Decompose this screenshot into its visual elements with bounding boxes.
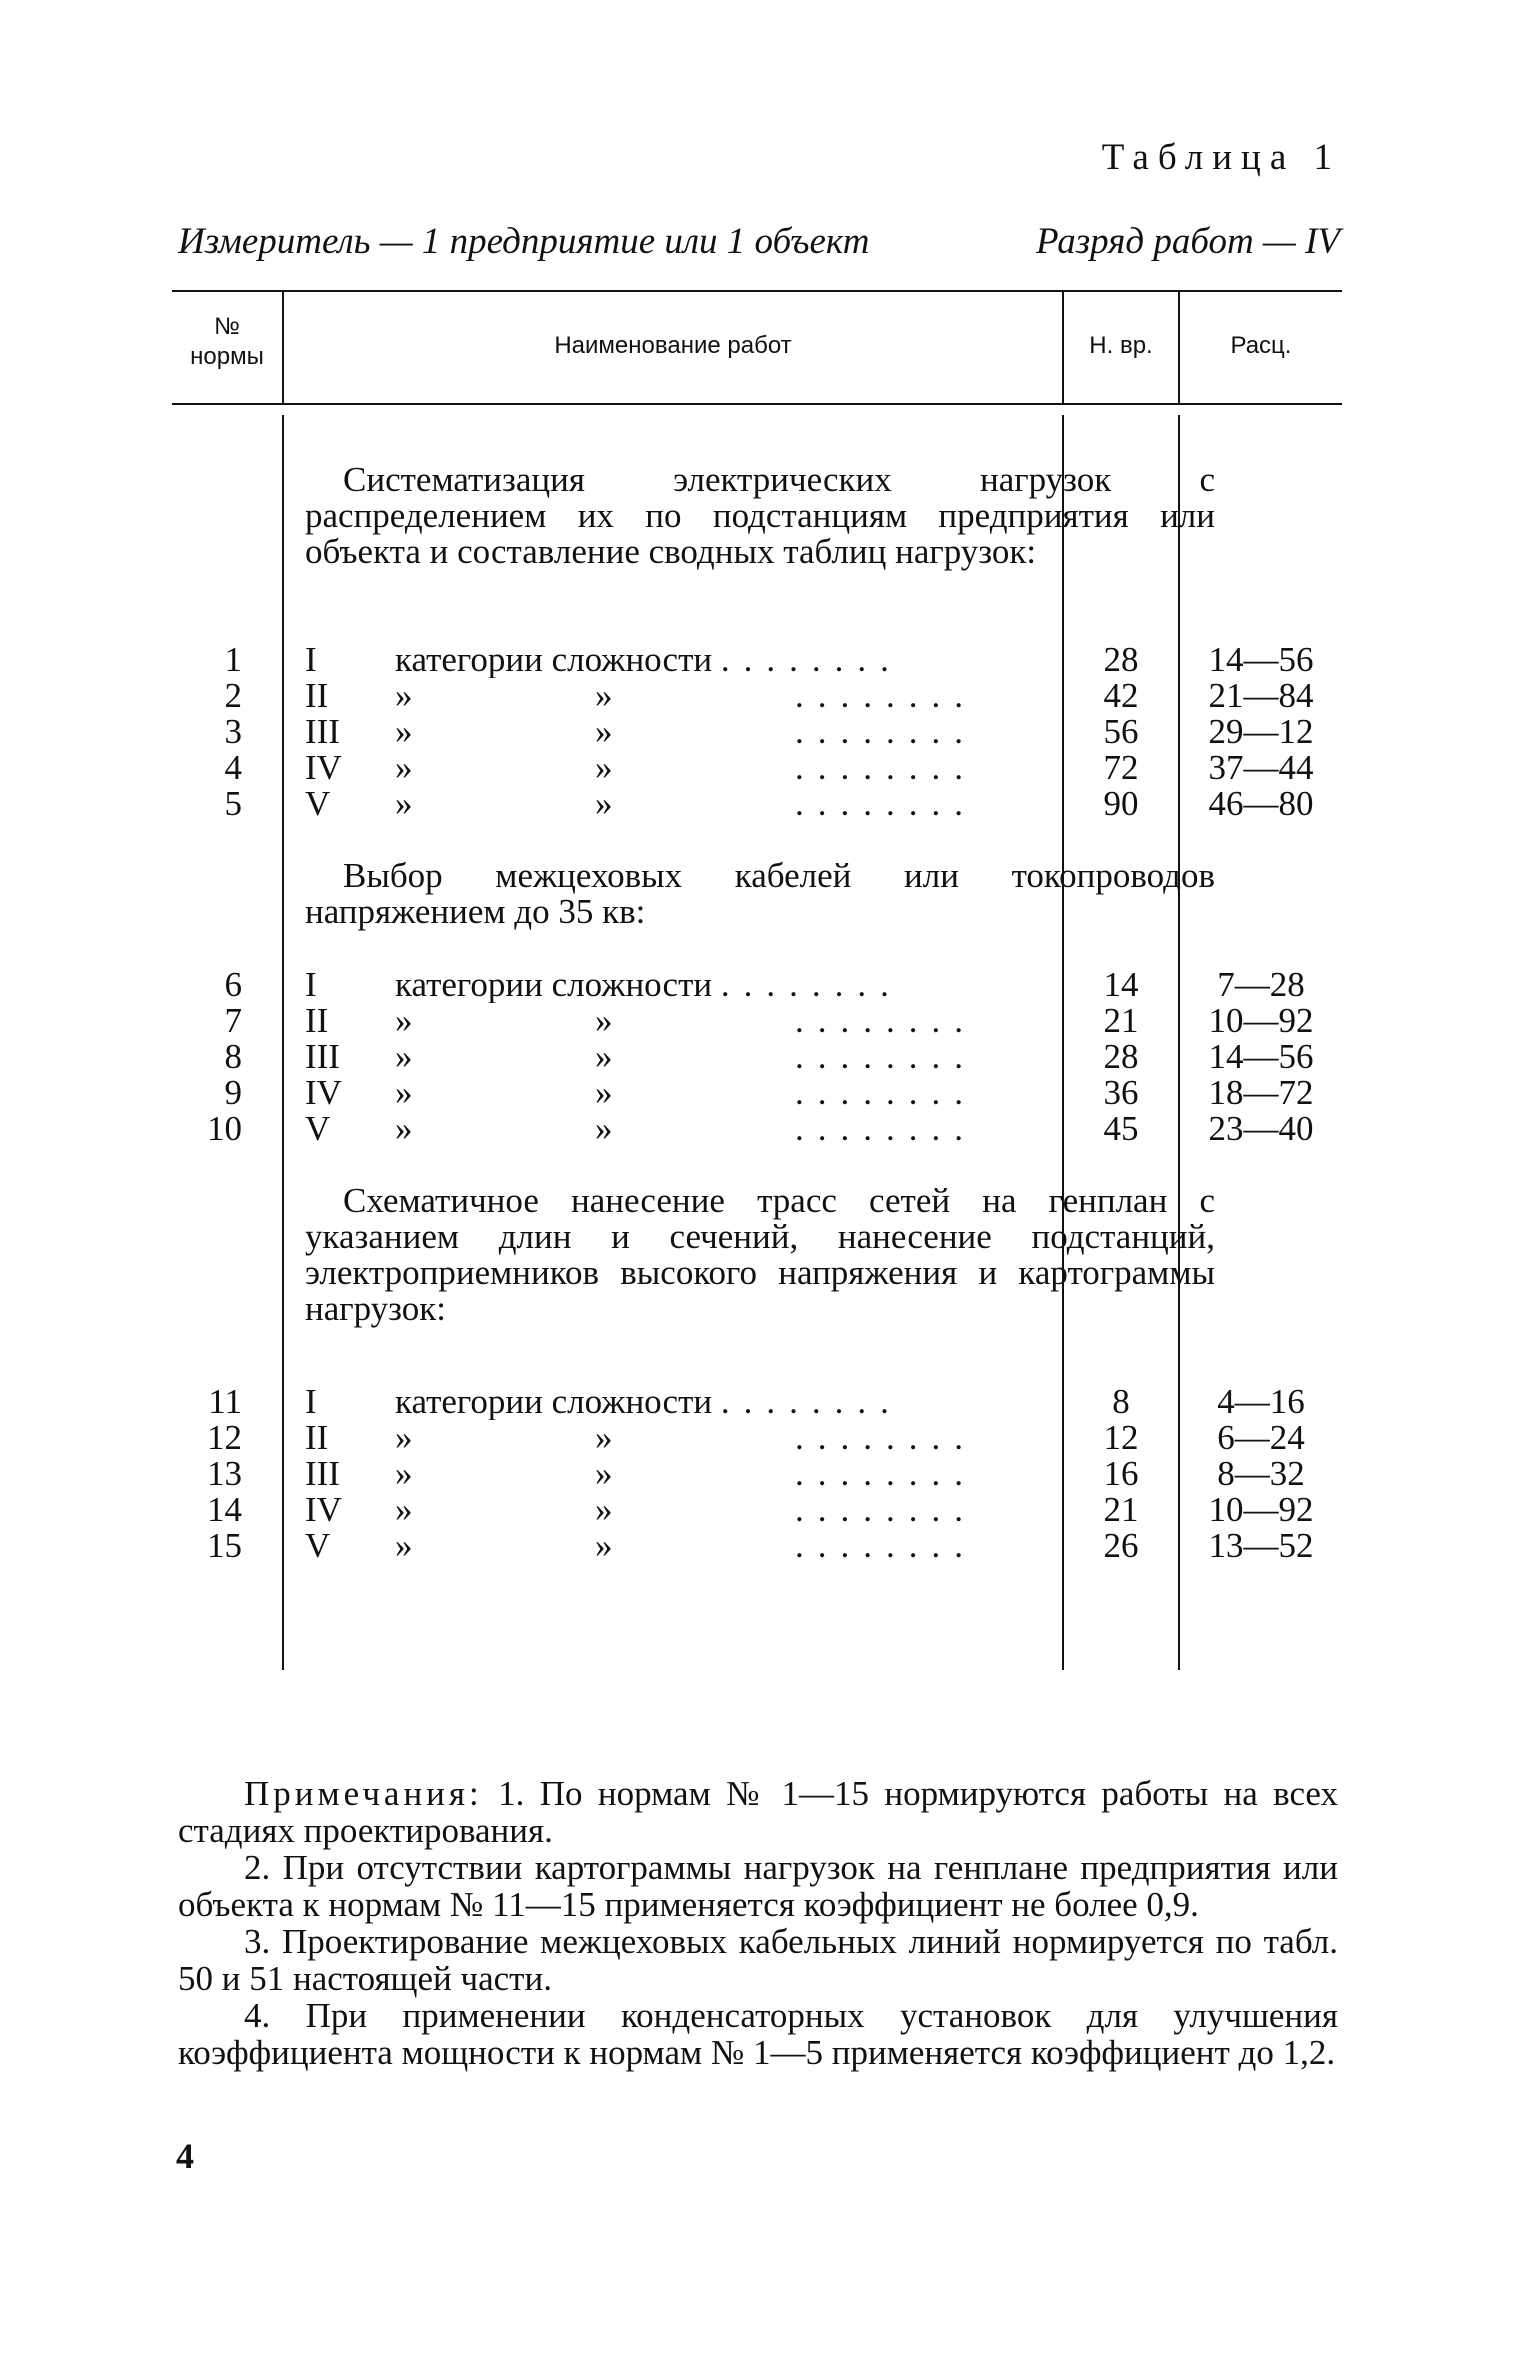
norm-hours: 28 <box>1103 1037 1139 1076</box>
section-title: Выбор межцеховых кабелей или токопроводов напряжением до 35 кв: <box>305 856 1215 931</box>
header-work-name: Наименование работ <box>554 332 792 359</box>
rate: 4—16 <box>1217 1382 1305 1421</box>
rate: 7—28 <box>1217 965 1305 1004</box>
page-number: 4 <box>176 2136 194 2176</box>
header-rate: Расц. <box>1230 332 1292 359</box>
norm-number: 13 <box>207 1454 242 1493</box>
norm-hours: 12 <box>1103 1418 1139 1457</box>
norm-number: 5 <box>224 784 242 823</box>
work-name: III » » ........ <box>305 1456 977 1492</box>
rate: 18—72 <box>1208 1073 1314 1112</box>
col-divider-no <box>282 415 284 1670</box>
rate: 37—44 <box>1208 748 1314 787</box>
norm-number: 10 <box>207 1109 242 1148</box>
header-hours: Н. вр. <box>1089 332 1153 359</box>
rate: 23—40 <box>1208 1109 1314 1148</box>
norm-number: 7 <box>224 1001 242 1040</box>
note-4: 4. При применении конденсаторных установок для улучшения коэффициента мощности к нормам № 1—5 применяется коэффициент до 1,2. <box>178 1996 1338 2072</box>
rate: 29—12 <box>1208 712 1314 751</box>
norm-number: 4 <box>224 748 242 787</box>
table-top-rule <box>172 290 1342 292</box>
norm-hours: 21 <box>1103 1001 1139 1040</box>
work-name: I категории сложности ........ <box>305 642 903 678</box>
norm-hours: 8 <box>1112 1382 1130 1421</box>
norm-number: 9 <box>224 1073 242 1112</box>
norms-table <box>172 290 1342 1670</box>
work-grade: Разряд работ — IV <box>1036 221 1340 262</box>
work-name: II » » ........ <box>305 678 977 714</box>
rate: 46—80 <box>1208 784 1314 823</box>
norm-number: 14 <box>207 1490 242 1529</box>
norm-number: 15 <box>207 1526 242 1565</box>
rate: 10—92 <box>1208 1001 1314 1040</box>
rate: 14—56 <box>1208 640 1314 679</box>
norm-hours: 28 <box>1103 640 1139 679</box>
norm-number: 6 <box>224 965 242 1004</box>
work-name: I категории сложности ........ <box>305 967 903 1003</box>
work-name: III » » ........ <box>305 1039 977 1075</box>
norm-number: 11 <box>208 1382 242 1421</box>
norm-number: 3 <box>224 712 242 751</box>
work-name: IV » » ........ <box>305 750 977 786</box>
measure-unit: Измеритель — 1 предприятие или 1 объект <box>178 221 870 262</box>
norm-hours: 36 <box>1103 1073 1139 1112</box>
norm-hours: 90 <box>1103 784 1139 823</box>
norm-number: 8 <box>224 1037 242 1076</box>
note-1: Примечания: 1. По нормам № 1—15 нормируются работы на всех стадиях проектирования. <box>178 1774 1339 1850</box>
norm-number: 12 <box>207 1418 242 1457</box>
work-name: II » » ........ <box>305 1420 977 1456</box>
table-subheader <box>178 220 1340 263</box>
rate: 13—52 <box>1208 1526 1314 1565</box>
notes <box>178 1775 1338 2071</box>
rate: 6—24 <box>1217 1418 1305 1457</box>
norm-hours: 72 <box>1103 748 1139 787</box>
norm-hours: 16 <box>1103 1454 1139 1493</box>
rate: 10—92 <box>1208 1490 1314 1529</box>
norm-number: 1 <box>224 640 242 679</box>
work-name: II » » ........ <box>305 1003 977 1039</box>
work-name: IV » » ........ <box>305 1075 977 1111</box>
norm-hours: 42 <box>1103 676 1139 715</box>
norm-number: 2 <box>224 676 242 715</box>
work-name: III » » ........ <box>305 714 977 750</box>
work-name: V » » ........ <box>305 1111 977 1147</box>
norm-hours: 45 <box>1103 1109 1139 1148</box>
norm-hours: 56 <box>1103 712 1139 751</box>
header-norm-no: № нормы <box>190 313 264 370</box>
norm-hours: 21 <box>1103 1490 1139 1529</box>
header-bottom-rule <box>172 403 1342 405</box>
note-3: 3. Проектирование межцеховых кабельных линий нормируется по табл. 50 и 51 настоящей части. <box>178 1922 1338 1998</box>
work-name: V » » ........ <box>305 786 977 822</box>
work-name: I категории сложности ........ <box>305 1384 903 1420</box>
rate: 8—32 <box>1217 1454 1305 1493</box>
work-name: V » » ........ <box>305 1528 977 1564</box>
note-2: 2. При отсутствии картограммы нагрузок на генплане предприятия или объекта к нормам № 11—15 применяется коэффициент не более 0,9. <box>178 1848 1338 1924</box>
norm-hours: 26 <box>1103 1526 1139 1565</box>
section-title: Систематизация электрических нагрузок с распределением их по подстанциям предприятия или объекта и составление сводных таблиц нагрузок: <box>305 460 1215 571</box>
section-title: Схематичное нанесение трасс сетей на генплан с указанием длин и сечений, нанесение подстанций, электроприемников высокого напряжения и картограммы нагрузок: <box>305 1181 1215 1328</box>
work-name: IV » » ........ <box>305 1492 977 1528</box>
rate: 21—84 <box>1208 676 1314 715</box>
rate: 14—56 <box>1208 1037 1314 1076</box>
norm-hours: 14 <box>1103 965 1139 1004</box>
table-label: Таблица 1 <box>1101 137 1341 178</box>
